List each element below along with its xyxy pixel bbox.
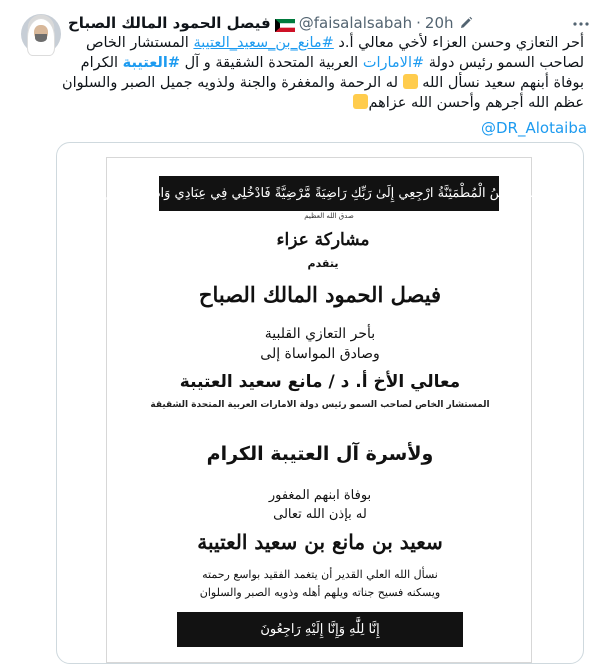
avatar[interactable] — [21, 14, 61, 54]
verse-banner-bottom: إِنَّا لِلَّٰهِ وَإِنَّا إِلَيْهِ رَاجِعُونَ — [177, 612, 463, 647]
tweet-line-3 — [58, 73, 584, 93]
tweet-text-segment: بوفاة أبنهم سعيد نسأل الله — [417, 75, 584, 91]
tweet-text — [58, 33, 584, 113]
kuwait-flag-icon — [275, 17, 295, 30]
recipient-name: معالي الأخ أ. د / مانع سعيد العتيبة — [179, 372, 461, 392]
hashtag-link[interactable]: #الامارات — [362, 55, 425, 71]
praying-hands-emoji — [403, 74, 418, 89]
notice-title: مشاركة عزاء — [276, 230, 370, 250]
verse-banner-top: يَاأَيَّتُهَا النَّفْسُ الْمُطْمَئِنَّةُ ارْجِعِي إِلَىٰ رَبِّكِ رَاضِيَةً مَّرْضِيَّةً فَادْخُلِي فِي عِبَادِي وَادْخُلِي جَنَّتِي — [159, 176, 499, 211]
prayer-line-2: ويسكنه فسيح جناته ويلهم أهله وذويه الصبر والسلوان — [199, 586, 441, 599]
hashtag-link-bold[interactable]: #العتيبة — [122, 55, 180, 71]
mention-link[interactable]: @DR_Alotaiba — [481, 119, 588, 137]
more-icon[interactable] — [571, 14, 591, 34]
condolence-line-2: وصادق المواساة إلى — [260, 346, 380, 362]
hashtag-link[interactable]: #مانع_بن_سعيد_العتيبة — [193, 35, 334, 51]
tweet-text-segment: له الرحمة والمغفرة والجنة ولذويه جميل الصبر والسلوان — [61, 75, 403, 91]
death-notice-line-1: بوفاة ابنهم المغفور — [268, 488, 372, 503]
avatar-beard — [35, 34, 47, 42]
tweet-text-segment: لصاحب السمو رئيس دولة — [424, 55, 584, 71]
tweet-text-segment: المستشار الخاص — [85, 35, 194, 51]
verse-banner-subtext: صدق الله العظيم — [304, 212, 354, 220]
tweet-line-1 — [58, 33, 584, 53]
condolence-notice-image — [100, 157, 558, 663]
condolence-line-1: بأحر التعازي القلبية — [264, 326, 376, 342]
tweet-header — [68, 12, 565, 34]
tweet-line-4 — [58, 93, 584, 113]
death-notice-line-2: له بإذن الله تعالى — [273, 507, 367, 522]
tweet-line-2 — [58, 53, 584, 73]
tweet-text-segment: الكرام — [80, 55, 123, 71]
edit-icon — [458, 15, 474, 31]
prayer-line-1: نسأل الله العلي القدير أن يتغمد الفقيد بواسع رحمته — [202, 568, 438, 581]
tweet-media[interactable] — [56, 142, 584, 664]
recipient-title: المستشار الخاص لصاحب السمو رئيس دولة الامارات العربية المتحدة الشقيقة — [150, 400, 490, 410]
handshake-emoji — [353, 94, 368, 109]
sender-name: فيصل الحمود المالك الصباح — [198, 282, 442, 307]
tweet-text-segment: عظم الله أجرهم وأحسن الله عزاهم — [368, 95, 584, 111]
family-name: ولأسرة آل العتيبة الكرام — [206, 443, 434, 465]
prayer-text — [147, 566, 493, 602]
condolence-text — [207, 324, 433, 364]
tweet-timestamp[interactable]: 20h — [424, 14, 454, 32]
separator-dot: · — [416, 14, 421, 32]
tweet-text-segment: أحر التعازي وحسن العزاء لأخي معالي أ.د — [333, 35, 584, 51]
death-notice-text — [207, 486, 433, 524]
notice-intro: يتقدم — [307, 257, 339, 270]
tweet-text-segment: العربية المتحدة الشقيقة و آل — [179, 55, 363, 71]
author-handle[interactable]: @faisalalsabah — [298, 14, 413, 32]
deceased-name: سعيد بن مانع بن سعيد العتيبة — [197, 530, 443, 554]
display-name[interactable]: فيصل الحمود المالك الصباح — [68, 14, 271, 32]
